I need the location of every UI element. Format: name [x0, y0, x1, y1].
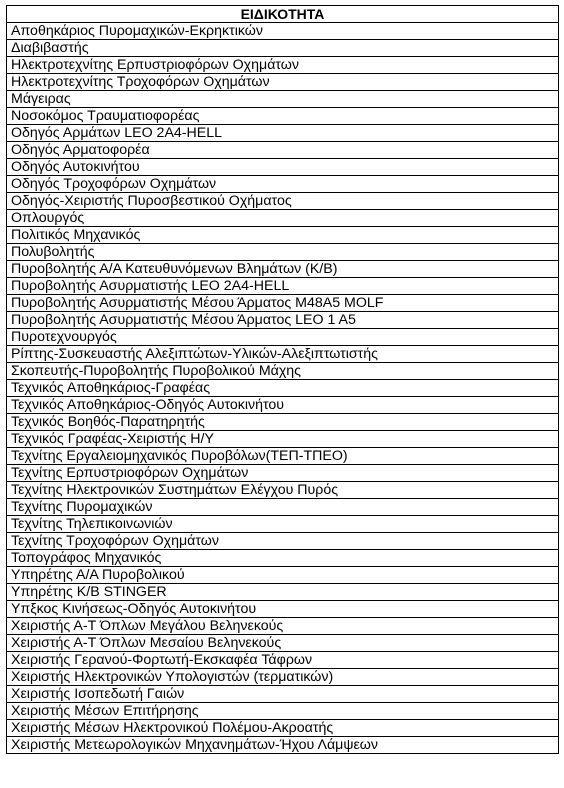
- table-row: [7, 550, 559, 567]
- table-row: [7, 244, 559, 261]
- table-row: [7, 23, 559, 40]
- table-header-row: [7, 6, 559, 23]
- table-body: [7, 23, 559, 754]
- specialty-table: [6, 5, 559, 754]
- table-row: [7, 125, 559, 142]
- table-cell: Πυροβολητής Ασυρματιστής Μέσου Άρματος M48A5 MOLF: [7, 295, 559, 312]
- table-cell: Οπλουργός: [7, 210, 559, 227]
- table-row: [7, 346, 559, 363]
- table-row: [7, 159, 559, 176]
- table-row: [7, 720, 559, 737]
- table-cell: Οδηγός Αρμάτων LEO 2A4-HELL: [7, 125, 559, 142]
- table-row: [7, 669, 559, 686]
- table-cell: Τεχνίτης Τροχοφόρων Οχημάτων: [7, 533, 559, 550]
- table-cell: Τεχνικός Βοηθός-Παρατηρητής: [7, 414, 559, 431]
- table-cell: Χειριστής Μετεωρολογικών Μηχανημάτων-Ήχου Λάμψεων: [7, 737, 559, 754]
- table-cell: Υπξκος Κινήσεως-Οδηγός Αυτοκινήτου: [7, 601, 559, 618]
- table-cell: Χειριστής Γερανού-Φορτωτή-Εκσκαφέα Τάφρων: [7, 652, 559, 669]
- table-row: [7, 40, 559, 57]
- table-row: [7, 380, 559, 397]
- table-cell: Αποθηκάριος Πυρομαχικών-Εκρηκτικών: [7, 23, 559, 40]
- table-cell: Χειριστής Μέσων Ηλεκτρονικού Πολέμου-Ακροατής: [7, 720, 559, 737]
- table-row: [7, 329, 559, 346]
- table-row: [7, 635, 559, 652]
- table-row: [7, 652, 559, 669]
- table-row: [7, 397, 559, 414]
- table-cell: Οδηγός Τροχοφόρων Οχημάτων: [7, 176, 559, 193]
- table-row: [7, 57, 559, 74]
- table-cell: Ηλεκτροτεχνίτης Ερπυστριοφόρων Οχημάτων: [7, 57, 559, 74]
- table-row: [7, 482, 559, 499]
- table-row: [7, 278, 559, 295]
- table-row: [7, 210, 559, 227]
- table-row: [7, 414, 559, 431]
- table-cell: Υπηρέτης Κ/Β STINGER: [7, 584, 559, 601]
- column-header-specialty: ΕΙΔΙΚΟΤΗΤΑ: [7, 6, 559, 23]
- table-row: [7, 176, 559, 193]
- table-cell: Οδηγός-Χειριστής Πυροσβεστικού Οχήματος: [7, 193, 559, 210]
- table-row: [7, 108, 559, 125]
- table-row: [7, 499, 559, 516]
- table-row: [7, 567, 559, 584]
- table-cell: Τεχνικός Αποθηκάριος-Οδηγός Αυτοκινήτου: [7, 397, 559, 414]
- table-cell: Πυροβολητής Ασυρματιστής LEO 2A4-HELL: [7, 278, 559, 295]
- table-cell: Υπηρέτης Α/Α Πυροβολικού: [7, 567, 559, 584]
- table-cell: Τεχνικός Γραφέας-Χειριστής Η/Υ: [7, 431, 559, 448]
- table-cell: Τοπογράφος Μηχανικός: [7, 550, 559, 567]
- table-row: [7, 584, 559, 601]
- table-row: [7, 312, 559, 329]
- table-row: [7, 516, 559, 533]
- table-cell: Τεχνίτης Τηλεπικοινωνιών: [7, 516, 559, 533]
- table-row: [7, 74, 559, 91]
- table-row: [7, 91, 559, 108]
- table-cell: Χειριστής Α-Τ Όπλων Μεσαίου Βεληνεκούς: [7, 635, 559, 652]
- table-cell: Ηλεκτροτεχνίτης Τροχοφόρων Οχημάτων: [7, 74, 559, 91]
- table-row: [7, 618, 559, 635]
- table-row: [7, 227, 559, 244]
- table-cell: Πολιτικός Μηχανικός: [7, 227, 559, 244]
- table-cell: Χειριστής Μέσων Επιτήρησης: [7, 703, 559, 720]
- table-row: [7, 363, 559, 380]
- table-cell: Πυροβολητής Α/Α Κατευθυνόμενων Βλημάτων (Κ/Β): [7, 261, 559, 278]
- table-row: [7, 431, 559, 448]
- table-row: [7, 465, 559, 482]
- table-cell: Πυροβολητής Ασυρματιστής Μέσου Άρματος LEO 1 A5: [7, 312, 559, 329]
- table-cell: Διαβιβαστής: [7, 40, 559, 57]
- table-cell: Σκοπευτής-Πυροβολητής Πυροβολικού Μάχης: [7, 363, 559, 380]
- table-row: [7, 261, 559, 278]
- table-cell: Ρίπτης-Συσκευαστής Αλεξιπτώτων-Υλικών-Αλεξιπτωτιστής: [7, 346, 559, 363]
- table-cell: Χειριστής Α-Τ Όπλων Μεγάλου Βεληνεκούς: [7, 618, 559, 635]
- table-row: [7, 737, 559, 754]
- table-cell: Τεχνίτης Ερπυστριοφόρων Οχημάτων: [7, 465, 559, 482]
- table-cell: Χειριστής Ηλεκτρονικών Υπολογιστών (τερματικών): [7, 669, 559, 686]
- table-row: [7, 295, 559, 312]
- table-row: [7, 686, 559, 703]
- table-cell: Τεχνίτης Εργαλειομηχανικός Πυροβόλων(ΤΕΠ-ΤΠΕΟ): [7, 448, 559, 465]
- table-cell: Μάγειρας: [7, 91, 559, 108]
- table-cell: Τεχνίτης Ηλεκτρονικών Συστημάτων Ελέγχου Πυρός: [7, 482, 559, 499]
- table-cell: Πυροτεχνουργός: [7, 329, 559, 346]
- table-cell: Οδηγός Αρματοφορέα: [7, 142, 559, 159]
- table-row: [7, 703, 559, 720]
- table-cell: Οδηγός Αυτοκινήτου: [7, 159, 559, 176]
- table-row: [7, 448, 559, 465]
- table-cell: Τεχνίτης Πυρομαχικών: [7, 499, 559, 516]
- table-row: [7, 142, 559, 159]
- table-cell: Νοσοκόμος Τραυματιοφορέας: [7, 108, 559, 125]
- table-row: [7, 601, 559, 618]
- table-row: [7, 193, 559, 210]
- table-row: [7, 533, 559, 550]
- table-cell: Τεχνικός Αποθηκάριος-Γραφέας: [7, 380, 559, 397]
- table-cell: Χειριστής Ισοπεδωτή Γαιών: [7, 686, 559, 703]
- table-cell: Πολυβολητής: [7, 244, 559, 261]
